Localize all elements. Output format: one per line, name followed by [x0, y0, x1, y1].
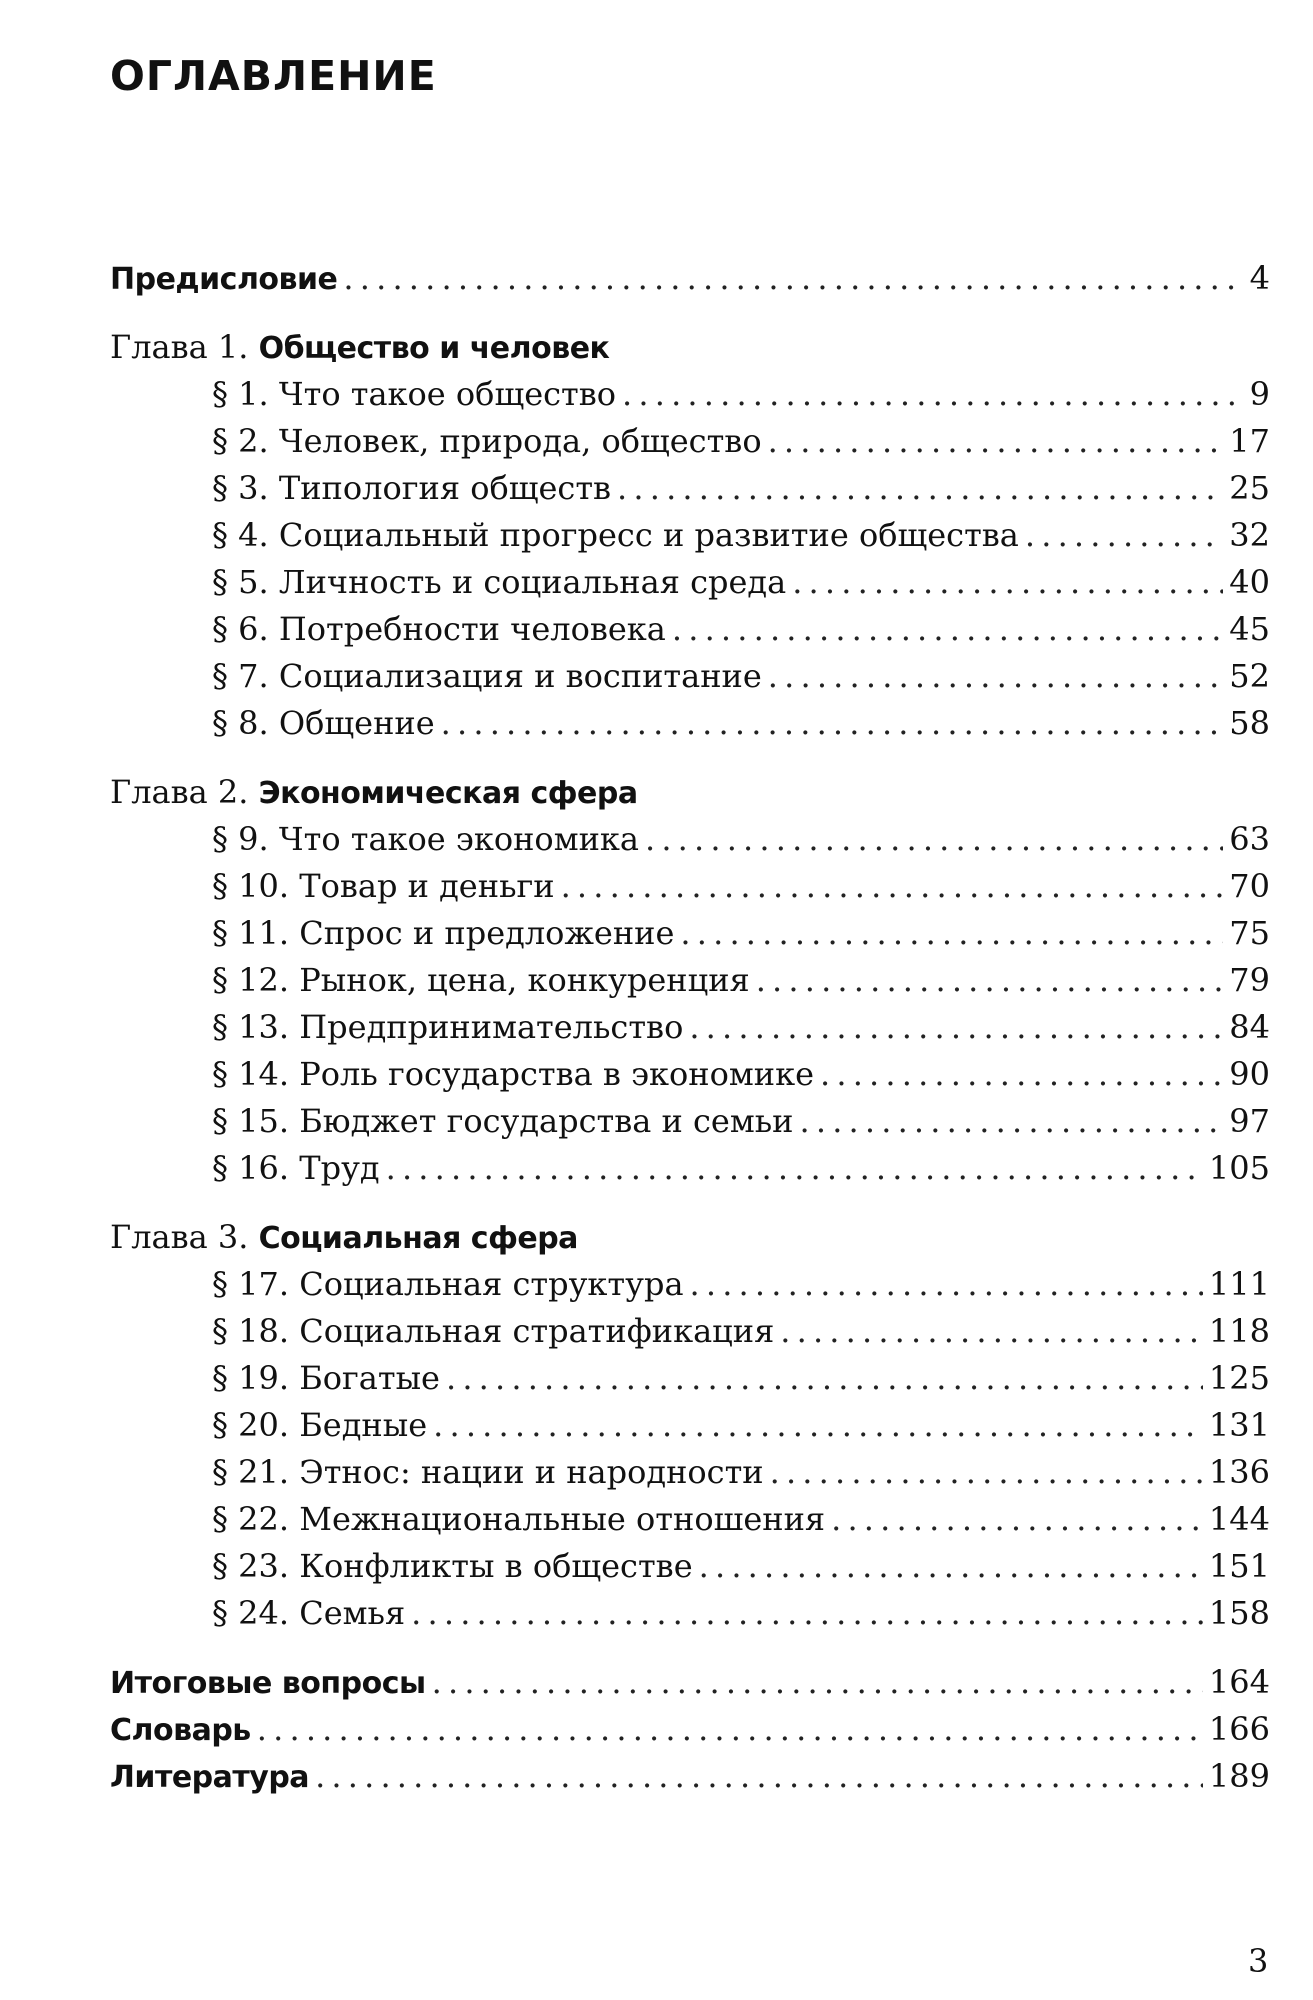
toc-section[interactable] — [110, 816, 1270, 863]
toc-entry-page: 4 — [1249, 259, 1270, 297]
section-page: 79 — [1229, 961, 1270, 999]
section-page: 75 — [1229, 914, 1270, 952]
section-page: 131 — [1208, 1406, 1270, 1444]
leader-dots — [690, 1261, 1203, 1308]
toc-section[interactable] — [110, 653, 1270, 700]
toc-section[interactable] — [110, 1098, 1270, 1145]
leader-dots — [770, 1449, 1203, 1496]
section-number: § 22. — [212, 1500, 290, 1538]
leader-dots — [672, 606, 1223, 653]
chapter-heading-3[interactable] — [110, 1214, 1270, 1261]
section-page: 58 — [1229, 704, 1270, 742]
leader-dots — [689, 1004, 1223, 1051]
leader-dots — [411, 1590, 1203, 1637]
section-page: 84 — [1229, 1008, 1270, 1046]
leader-dots — [645, 816, 1223, 863]
leader-dots — [756, 957, 1224, 1004]
section-number: § 17. — [212, 1265, 290, 1303]
leader-dots — [768, 653, 1223, 700]
toc-entry-title: Итоговые вопросы — [110, 1666, 426, 1701]
leader-dots — [1025, 512, 1223, 559]
toc-section[interactable] — [110, 1004, 1270, 1051]
leader-dots — [432, 1659, 1203, 1706]
section-title: Спрос и предложение — [299, 914, 675, 952]
toc-entry-literature[interactable] — [110, 1753, 1270, 1800]
section-title: Богатые — [299, 1359, 440, 1397]
toc-section[interactable] — [110, 559, 1270, 606]
toc-section[interactable] — [110, 1496, 1270, 1543]
chapter-prefix: Глава 2. — [110, 773, 249, 811]
leader-dots — [386, 1145, 1203, 1192]
section-title: Этнос: нации и народности — [299, 1453, 764, 1491]
leader-dots — [433, 1402, 1203, 1449]
leader-dots — [820, 1051, 1223, 1098]
section-page: 45 — [1229, 610, 1270, 648]
leader-dots — [792, 559, 1223, 606]
section-number: § 2. — [212, 422, 269, 460]
toc-section[interactable] — [110, 1449, 1270, 1496]
section-title: Семья — [299, 1594, 406, 1632]
section-title: Типология обществ — [278, 469, 612, 507]
section-title: Социальная структура — [299, 1265, 684, 1303]
section-title: Бедные — [299, 1406, 428, 1444]
toc-entry-final-questions[interactable] — [110, 1659, 1270, 1706]
section-page: 17 — [1229, 422, 1270, 460]
leader-dots — [622, 371, 1244, 418]
section-page: 136 — [1208, 1453, 1270, 1491]
section-title: Роль государства в экономике — [299, 1055, 815, 1093]
toc-section[interactable] — [110, 1590, 1270, 1637]
toc-entry-glossary[interactable] — [110, 1706, 1270, 1753]
leader-dots — [343, 255, 1243, 302]
section-title: Социальный прогресс и развитие общества — [278, 516, 1019, 554]
section-number: § 24. — [212, 1594, 290, 1632]
toc-section[interactable] — [110, 465, 1270, 512]
spacer — [110, 747, 1270, 769]
toc-section[interactable] — [110, 1051, 1270, 1098]
section-number: § 7. — [212, 657, 269, 695]
toc-section[interactable] — [110, 957, 1270, 1004]
toc-entry-page: 166 — [1208, 1710, 1270, 1748]
page-title: ОГЛАВЛЕНИЕ — [110, 52, 437, 100]
section-title: Потребности человека — [278, 610, 666, 648]
leader-dots — [768, 418, 1224, 465]
leader-dots — [617, 465, 1223, 512]
section-number: § 19. — [212, 1359, 290, 1397]
toc-section[interactable] — [110, 863, 1270, 910]
section-title: Рынок, цена, конкуренция — [299, 961, 750, 999]
section-page: 144 — [1208, 1500, 1270, 1538]
leader-dots — [257, 1706, 1203, 1753]
section-page: 151 — [1208, 1547, 1270, 1585]
section-title: Человек, природа, общество — [278, 422, 762, 460]
section-title: Труд — [299, 1149, 380, 1187]
section-title: Предпринимательство — [299, 1008, 684, 1046]
toc-section[interactable] — [110, 1543, 1270, 1590]
section-page: 70 — [1229, 867, 1270, 905]
toc-section[interactable] — [110, 371, 1270, 418]
toc-section[interactable] — [110, 700, 1270, 747]
chapter-heading-2[interactable] — [110, 769, 1270, 816]
toc-entry-page: 164 — [1208, 1663, 1270, 1701]
section-title: Что такое экономика — [278, 820, 639, 858]
section-number: § 4. — [212, 516, 269, 554]
section-number: § 21. — [212, 1453, 290, 1491]
section-number: § 11. — [212, 914, 290, 952]
leader-dots — [561, 863, 1224, 910]
section-number: § 12. — [212, 961, 290, 999]
section-number: § 15. — [212, 1102, 290, 1140]
section-page: 111 — [1208, 1265, 1270, 1303]
leader-dots — [446, 1355, 1203, 1402]
section-number: § 3. — [212, 469, 269, 507]
section-title: Социализация и воспитание — [278, 657, 762, 695]
toc-section[interactable] — [110, 1308, 1270, 1355]
toc-section[interactable] — [110, 1261, 1270, 1308]
section-number: § 6. — [212, 610, 269, 648]
chapter-prefix: Глава 1. — [110, 328, 249, 366]
toc-section[interactable] — [110, 1402, 1270, 1449]
leader-dots — [699, 1543, 1203, 1590]
toc-entry-title: Литература — [110, 1760, 310, 1795]
toc-entry-page: 189 — [1208, 1757, 1270, 1795]
section-title: Межнациональные отношения — [299, 1500, 826, 1538]
section-page: 40 — [1229, 563, 1270, 601]
section-number: § 13. — [212, 1008, 290, 1046]
section-title: Бюджет государства и семьи — [299, 1102, 794, 1140]
section-number: § 14. — [212, 1055, 290, 1093]
section-number: § 10. — [212, 867, 290, 905]
section-page: 52 — [1229, 657, 1270, 695]
section-number: § 16. — [212, 1149, 290, 1187]
chapter-name: Социальная сфера — [258, 1221, 578, 1256]
section-title: Личность и социальная среда — [278, 563, 787, 601]
toc-entry-preface[interactable] — [110, 255, 1270, 302]
leader-dots — [315, 1753, 1203, 1800]
leader-dots — [680, 910, 1223, 957]
section-title: Конфликты в обществе — [299, 1547, 693, 1585]
section-title: Товар и деньги — [299, 867, 555, 905]
toc-entry-title: Предисловие — [110, 262, 338, 297]
section-number: § 9. — [212, 820, 269, 858]
leader-dots — [800, 1098, 1224, 1145]
toc-section[interactable] — [110, 606, 1270, 653]
section-title: Общение — [278, 704, 435, 742]
section-number: § 1. — [212, 375, 269, 413]
spacer — [110, 1637, 1270, 1659]
chapter-heading-1[interactable] — [110, 324, 1270, 371]
toc-section[interactable] — [110, 1145, 1270, 1192]
spacer — [110, 1192, 1270, 1214]
table-of-contents — [110, 255, 1270, 1800]
section-number: § 5. — [212, 563, 269, 601]
section-page: 25 — [1229, 469, 1270, 507]
section-page: 90 — [1229, 1055, 1270, 1093]
section-page: 32 — [1229, 516, 1270, 554]
chapter-name: Экономическая сфера — [258, 776, 638, 811]
section-page: 105 — [1208, 1149, 1270, 1187]
section-title: Что такое общество — [278, 375, 617, 413]
toc-section[interactable] — [110, 418, 1270, 465]
spacer — [110, 302, 1270, 324]
section-title: Социальная стратификация — [299, 1312, 775, 1350]
section-page: 97 — [1229, 1102, 1270, 1140]
leader-dots — [780, 1308, 1203, 1355]
toc-entry-title: Словарь — [110, 1713, 251, 1748]
page-number: 3 — [1248, 1942, 1269, 1980]
section-page: 9 — [1249, 375, 1270, 413]
section-page: 125 — [1208, 1359, 1270, 1397]
toc-section[interactable] — [110, 910, 1270, 957]
leader-dots — [441, 700, 1224, 747]
section-number: § 8. — [212, 704, 269, 742]
toc-section[interactable] — [110, 1355, 1270, 1402]
section-number: § 18. — [212, 1312, 290, 1350]
section-page: 63 — [1229, 820, 1270, 858]
toc-section[interactable] — [110, 512, 1270, 559]
section-page: 158 — [1208, 1594, 1270, 1632]
chapter-name: Общество и человек — [258, 331, 610, 366]
chapter-prefix: Глава 3. — [110, 1218, 249, 1256]
section-page: 118 — [1208, 1312, 1270, 1350]
section-number: § 20. — [212, 1406, 290, 1444]
leader-dots — [831, 1496, 1203, 1543]
section-number: § 23. — [212, 1547, 290, 1585]
